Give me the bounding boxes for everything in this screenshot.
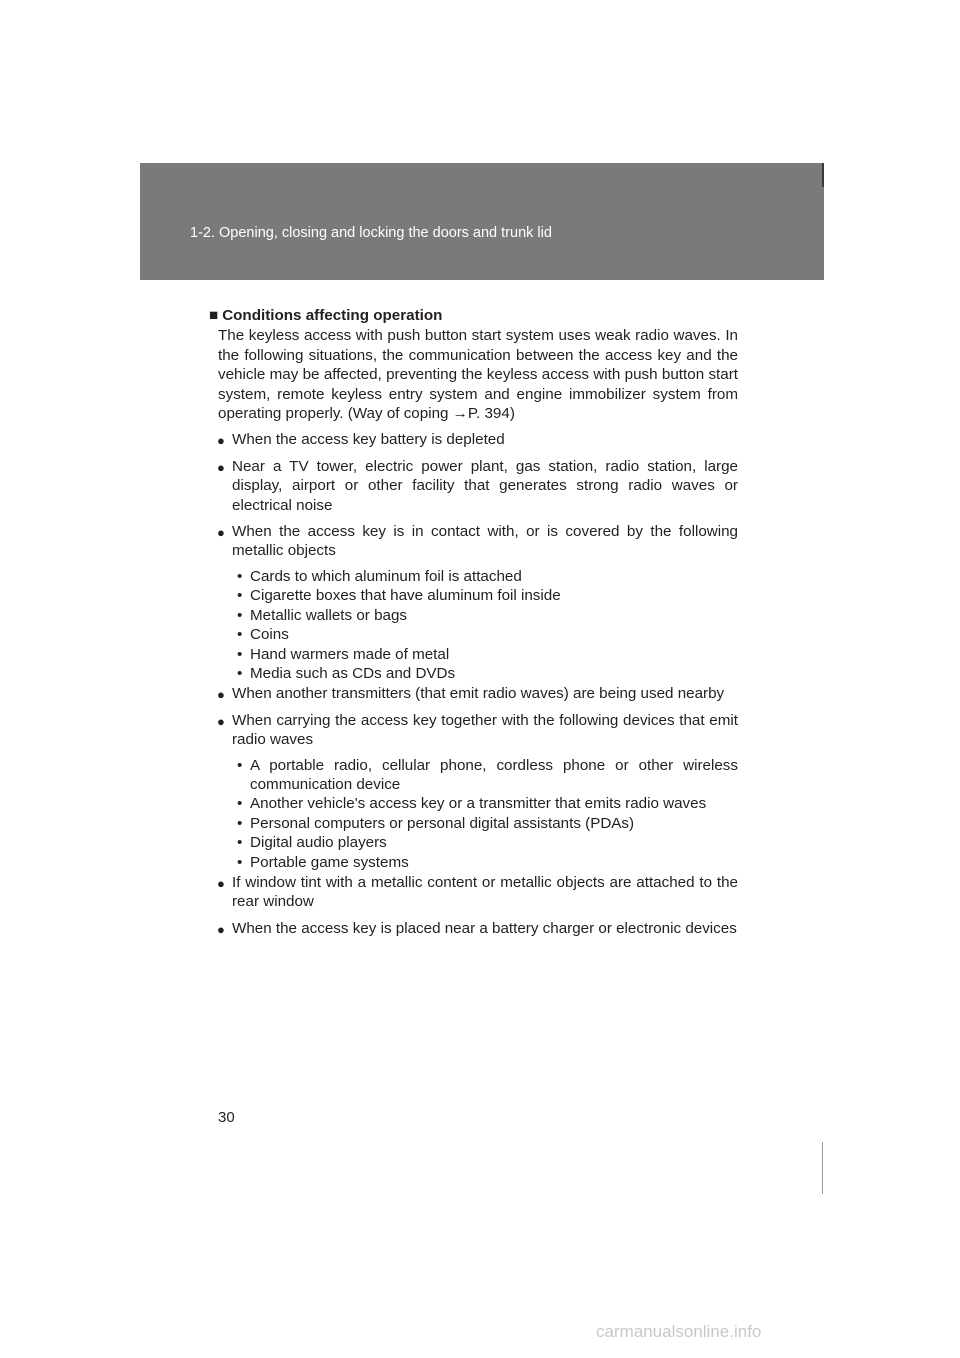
sub-item-text: Cards to which aluminum foil is attached [250, 567, 522, 585]
list-item [218, 430, 738, 449]
page-edge-mark-bottom [822, 1142, 823, 1194]
bullet-dot: ● [217, 525, 225, 541]
list-item-text: When another transmitters (that emit radio waves) are being used nearby [232, 685, 725, 703]
sub-list-item [232, 814, 738, 833]
sub-item-text: Media such as CDs and DVDs [250, 664, 456, 682]
bullet-dot: ● [217, 921, 225, 937]
sub-bullet: • [237, 795, 243, 813]
sub-list-item [232, 664, 738, 683]
watermark: carmanualsonline.info [596, 1322, 762, 1341]
bullet-dot: ● [217, 433, 225, 449]
sub-item-text: Coins [250, 626, 289, 644]
list-item-text: Near a TV tower, electric power plant, gas station, radio station, large display, airport or other facility that generates strong radio waves or electrical noise [232, 457, 738, 514]
bullet-dot: ● [217, 875, 225, 891]
list-item-text: When the access key battery is depleted [232, 431, 505, 449]
bullet-dot: ● [217, 459, 225, 475]
section-heading [209, 306, 738, 325]
list-item [218, 873, 738, 912]
list-item [218, 457, 738, 515]
sub-item-text: Portable game systems [250, 853, 409, 871]
sub-item-text: Another vehicle's access key or a transmitter that emits radio waves [250, 795, 707, 813]
list-item [218, 919, 738, 938]
sub-bullet: • [237, 587, 243, 605]
sub-item-text: A portable radio, cellular phone, cordless phone or other wireless communication device [250, 756, 738, 793]
sub-item-text: Digital audio players [250, 834, 387, 852]
sub-list-item [232, 853, 738, 872]
sub-item-text: Cigarette boxes that have aluminum foil inside [250, 587, 561, 605]
list-item [218, 522, 738, 561]
sub-bullet: • [237, 834, 243, 852]
list-item-text: If window tint with a metallic content or metallic objects are attached to the rear window [232, 873, 738, 911]
page-edge-mark-top [822, 163, 824, 187]
sub-list-item [232, 567, 738, 586]
list-item-text: When the access key is placed near a battery charger or electronic devices [232, 919, 737, 937]
sub-list-item [232, 833, 738, 852]
sub-item-text: Hand warmers made of metal [250, 645, 450, 663]
sub-list-item [232, 645, 738, 664]
sub-bullet: • [237, 814, 243, 832]
sub-bullet: • [237, 567, 243, 585]
list-item [218, 684, 738, 703]
radio-devices-list [232, 756, 738, 872]
sub-bullet: • [237, 664, 243, 682]
heading-text: Conditions affecting operation [222, 307, 443, 324]
section-header-bar [140, 163, 824, 280]
bullet-dot: ● [217, 687, 225, 703]
bullet-dot: ● [217, 713, 225, 729]
metallic-objects-list [232, 567, 738, 683]
sub-bullet: • [237, 645, 243, 663]
heading-marker: ■ [209, 307, 219, 324]
sub-bullet: • [237, 853, 243, 871]
sub-list-item [232, 625, 738, 644]
sub-list-item [232, 586, 738, 605]
sub-item-text: Metallic wallets or bags [250, 606, 407, 624]
sub-list-item [232, 794, 738, 813]
sub-bullet: • [237, 626, 243, 644]
sub-item-text: Personal computers or personal digital assistants (PDAs) [250, 814, 635, 832]
list-item-text: When the access key is in contact with, or is covered by the following metallic objects [232, 523, 738, 560]
sub-bullet: • [237, 756, 243, 774]
main-content [210, 306, 738, 938]
intro-paragraph: The keyless access with push button start system uses weak radio waves. In the following situations, the communication between the access key and the vehicle may be affected, preventing the keyless access with push button start system, remote keyless entry system and engine immobilizer system from operating properly. (Way of coping →P. 394) [218, 327, 738, 423]
sub-list-item [232, 606, 738, 625]
section-title: 1-2. Opening, closing and locking the doors and trunk lid [190, 225, 552, 241]
sub-bullet: • [237, 606, 243, 624]
page-number: 30 [218, 1109, 235, 1126]
list-item-text: When carrying the access key together with the following devices that emit radio waves [232, 711, 738, 749]
list-item [218, 711, 738, 750]
sub-list-item [232, 756, 738, 795]
